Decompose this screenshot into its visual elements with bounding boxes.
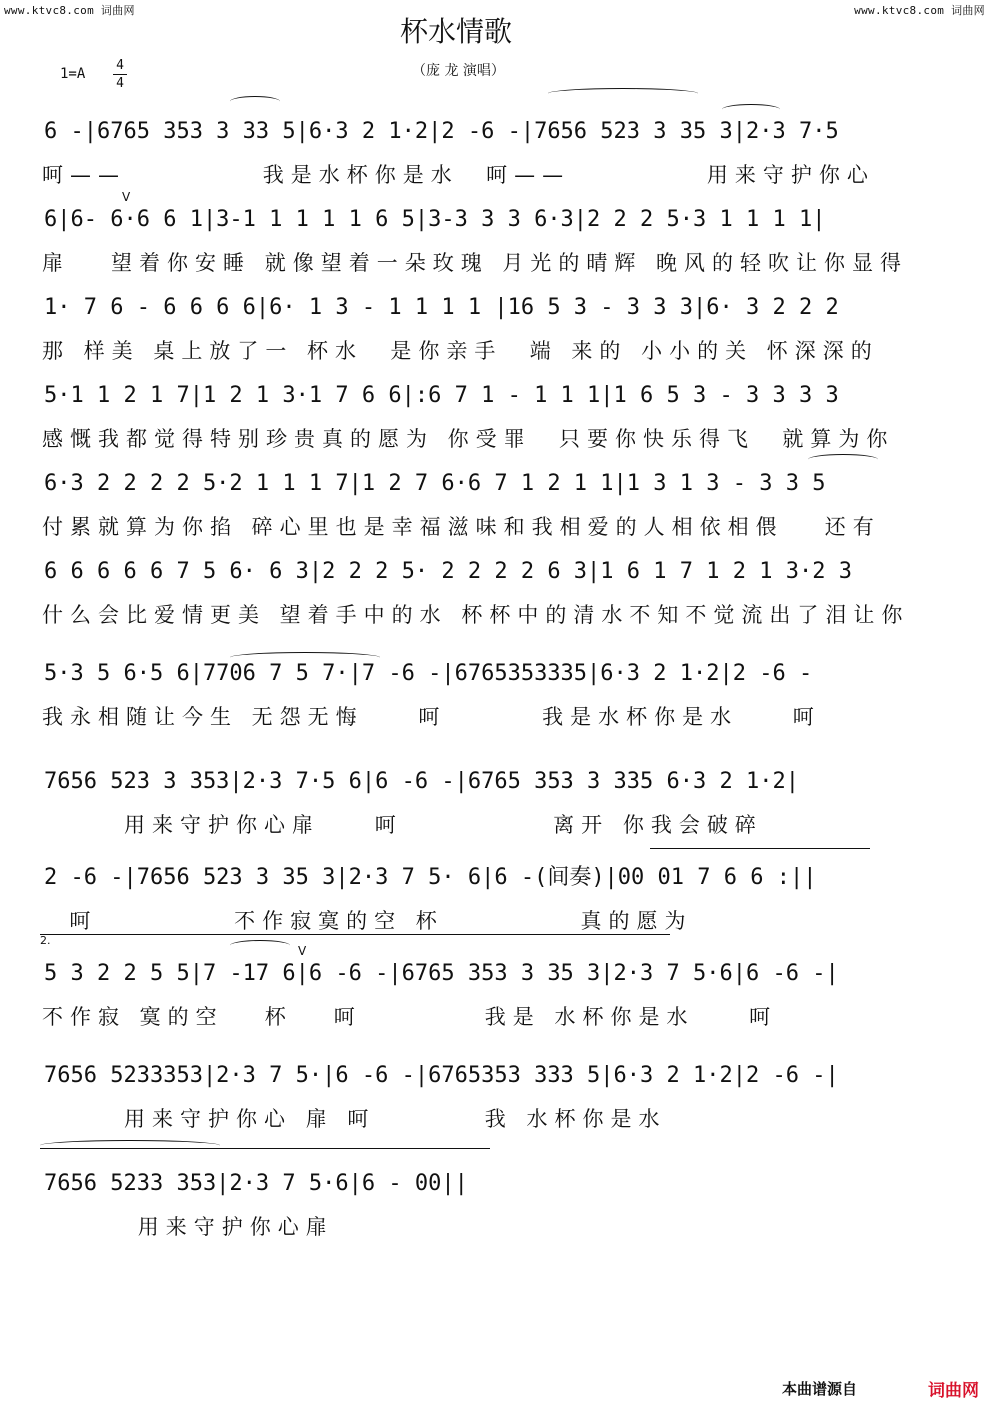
system-5 — [0, 470, 989, 560]
slur-mark — [230, 940, 290, 951]
notation-line: 6 -|6765 353 3 33 5|6·3 2 1·2|2 -6 -|7656 523 3 35 3|2·3 7·5 — [44, 119, 839, 144]
lyric-line: 什么会比爱情更美 望着手中的水 杯杯中的清水不知不觉流出了泪让你 — [42, 603, 910, 627]
volta-second-bracket — [40, 934, 670, 935]
breath-mark: V — [298, 944, 307, 958]
slur-mark — [808, 454, 878, 465]
system-2 — [0, 206, 989, 296]
song-title: 杯水情歌 — [400, 15, 513, 48]
notation-line: 7656 5233353|2·3 7 5·|6 -6 -|6765353 333 5|6·3 2 1·2|2 -6 -| — [44, 1063, 839, 1088]
notation-line: 6|6- 6·6 6 1|3-1 1 1 1 1 6 5|3-3 3 3 6·3|2 2 2 5·3 1 1 1 1| — [44, 207, 826, 232]
singer-credit: （庞 龙 演唱） — [412, 63, 505, 79]
notation-line: 7656 5233 353|2·3 7 5·6|6 - 00|| — [44, 1171, 468, 1196]
lyric-line: 用来守护你心 扉 呵 我 水杯你是水 — [42, 1107, 667, 1131]
system-9 — [0, 864, 989, 954]
lyric-line: 付累就算为你掐 碎心里也是幸福滋味和我相爱的人相依相偎 还有 — [42, 515, 881, 539]
time-signature-top: 4 — [116, 58, 124, 73]
slur-mark — [722, 104, 780, 115]
lyric-line: 我永相随让今生 无怨无悔 呵 我是水杯你是水 呵 — [42, 705, 821, 729]
key-signature: 1=A — [60, 66, 86, 82]
system-6 — [0, 558, 989, 648]
lyric-line: 那 样美 桌上放了一 杯水 是你亲手 端 来的 小小的关 怀深深的 — [42, 339, 879, 363]
lyric-line: 不作寂 寞的空 杯 呵 我是 水杯你是水 呵 — [42, 1005, 778, 1029]
system-8 — [0, 768, 989, 858]
system-1 — [0, 118, 989, 208]
system-7 — [0, 660, 989, 750]
slur-mark — [40, 1140, 220, 1151]
notation-line: 7656 523 3 353|2·3 7·5 6|6 -6 -|6765 353 3 335 6·3 2 1·2| — [44, 769, 799, 794]
notation-line: 5 3 2 2 5 5|7 -17 6|6 -6 -|6765 353 3 35 3|2·3 7 5·6|6 -6 -| — [44, 961, 839, 986]
lyric-line: 用来守护你心扉 — [42, 1215, 334, 1239]
lyric-line: 用来守护你心扉 呵 离开 你我会破碎 — [42, 813, 763, 837]
notation-line: 5·1 1 2 1 7|1 2 1 3·1 7 6 6|:6 7 1 - 1 1 1|1 6 5 3 - 3 3 3 3 — [44, 383, 839, 408]
breath-mark: V — [122, 190, 131, 204]
notation-line: 6·3 2 2 2 2 5·2 1 1 1 7|1 2 7 6·6 7 1 2 1 1|1 3 1 3 - 3 3 5 — [44, 471, 826, 496]
system-3 — [0, 294, 989, 384]
system-10 — [0, 960, 989, 1050]
lyric-line: 感慨我都觉得特别珍贵真的愿为 你受罪 只要你快乐得飞 就算为你 — [42, 427, 895, 451]
volta-second-label: 2. — [40, 934, 51, 947]
notation-line: 1· 7 6 - 6 6 6 6|6· 1 3 - 1 1 1 1 |16 5 3 - 3 3 3|6· 3 2 2 2 — [44, 295, 839, 320]
watermark-left: www.ktvc8.com 词曲网 — [4, 4, 135, 17]
slur-mark — [548, 88, 698, 99]
notation-line: 6 6 6 6 6 7 5 6· 6 3|2 2 2 5· 2 2 2 2 6 3|1 6 1 7 1 2 1 3·2 3 — [44, 559, 852, 584]
system-12 — [0, 1170, 989, 1260]
lyric-line: 呵—— 我是水杯你是水 呵—— 用来守护你心 — [42, 163, 875, 187]
volta-first-bracket — [650, 848, 870, 850]
time-signature — [113, 58, 127, 91]
notation-line: 2 -6 -|7656 523 3 35 3|2·3 7 5· 6|6 -(间奏)|00 01 7 6 6 :|| — [44, 865, 817, 890]
lyric-line: 呵 不作寂寞的空 杯 真的愿为 — [42, 909, 693, 933]
system-11 — [0, 1062, 989, 1152]
slur-mark — [230, 96, 280, 107]
source-note: 本曲谱源自 — [782, 1381, 858, 1398]
site-logo[interactable]: 词曲网 — [928, 1381, 979, 1400]
time-signature-bottom: 4 — [116, 76, 124, 91]
slur-mark — [230, 652, 380, 663]
notation-line: 5·3 5 6·5 6|7706 7 5 7·|7 -6 -|6765353335|6·3 2 1·2|2 -6 - — [44, 661, 813, 686]
watermark-right: www.ktvc8.com 词曲网 — [854, 4, 985, 17]
lyric-line: 扉 望着你安睡 就像望着一朵玫瑰 月光的晴辉 晚风的轻吹让你显得 — [42, 251, 909, 275]
